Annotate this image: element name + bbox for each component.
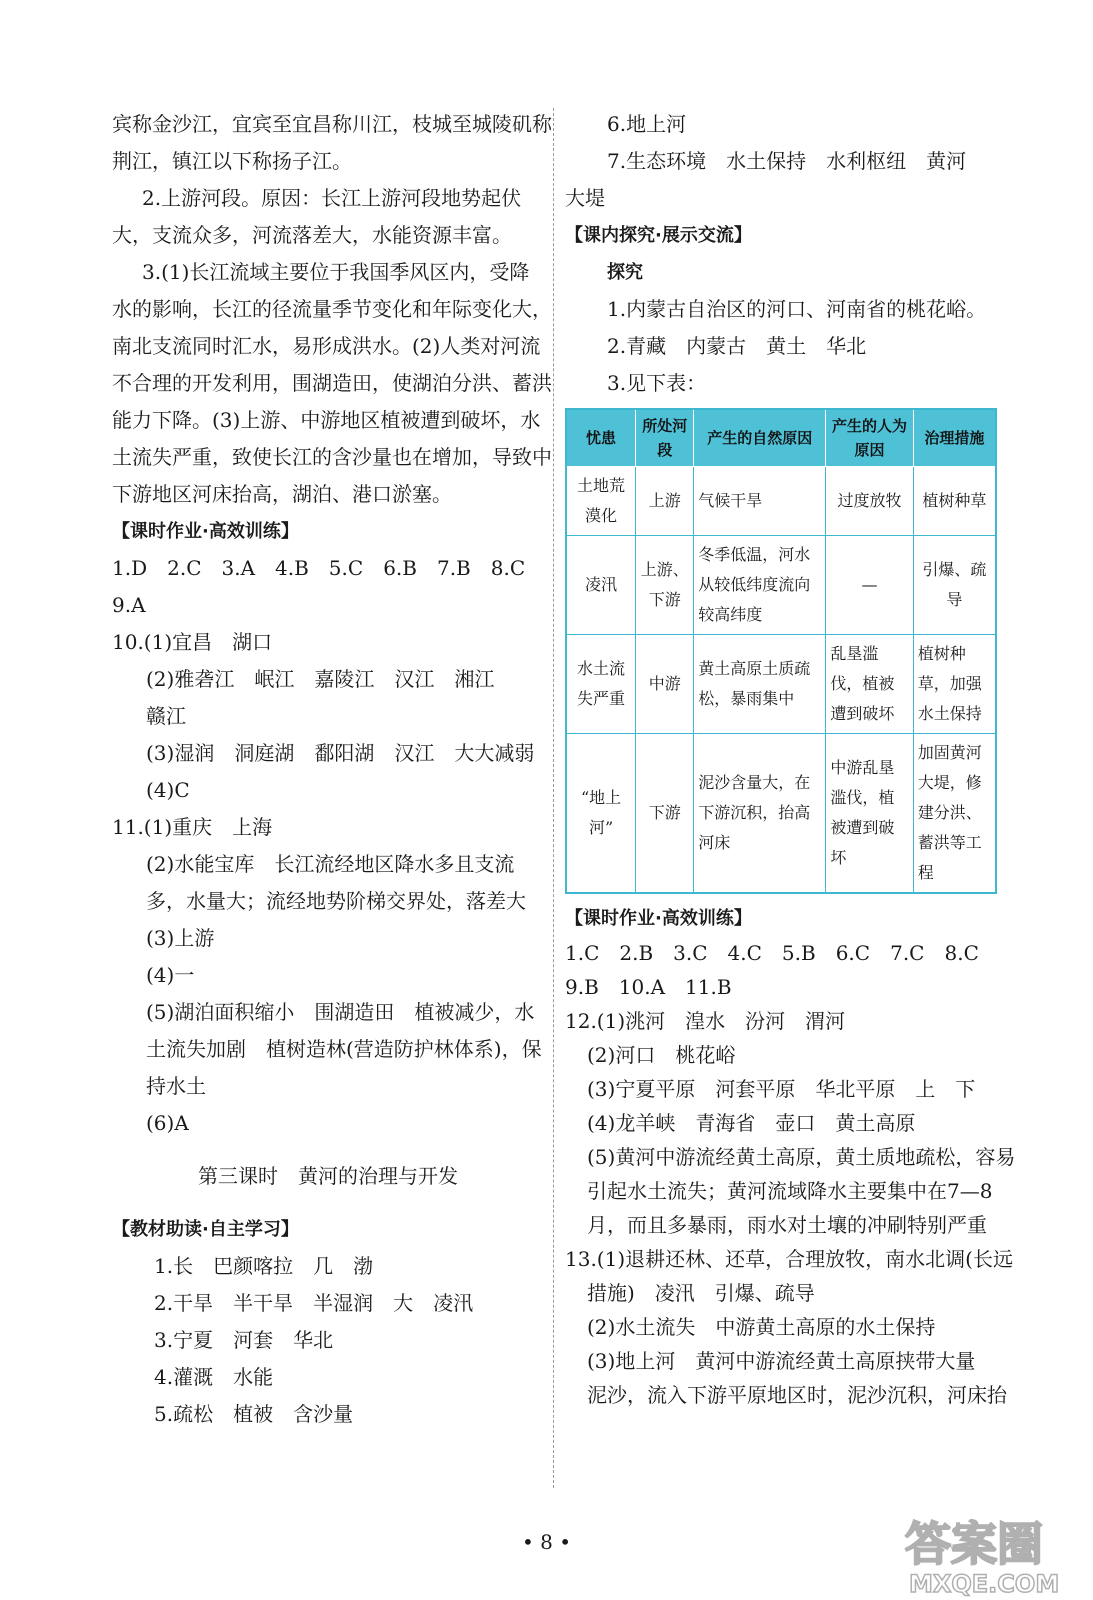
right_bottom-line: 措施) 凌汛 引爆、疏导: [587, 1281, 815, 1305]
right_top-line: 6.地上河: [607, 112, 687, 136]
right-bottom-text: [565, 902, 1016, 1412]
left-line: 赣江: [146, 704, 186, 728]
table-cell: 加固黄河大堤，修建分洪、蓄洪等工程: [913, 734, 996, 894]
left-line: 4.灌溉 水能: [154, 1365, 274, 1389]
table-cell: 气候干旱: [694, 467, 826, 536]
watermark-text: 答案圈: [905, 1517, 1043, 1571]
left-line: 南北支流同时汇水，易形成洪水。(2)人类对河流: [112, 334, 541, 358]
left-line: (4)一: [146, 963, 195, 987]
right_top-line: 2.青藏 内蒙古 黄土 华北: [607, 334, 867, 358]
left-line: 宾称金沙江，宜宾至宜昌称川江，枝城至城陵矶称: [112, 112, 552, 136]
table-header-cell: 产生的人为原因: [826, 409, 913, 467]
right_top-line: 3.见下表：: [607, 371, 707, 395]
left-line: (3)湿润 洞庭湖 鄱阳湖 汉江 大大减弱: [146, 741, 535, 765]
table-header-row: [566, 409, 996, 467]
right_bottom-line: (3)地上河 黄河中游流经黄土高原挟带大量: [587, 1349, 976, 1373]
table-header-cell: 忧患: [566, 409, 636, 467]
left-line: 能力下降。(3)上游、中游地区植被遭到破坏，水: [112, 408, 541, 432]
column-divider: [553, 108, 554, 1488]
right_bottom-line: (4)龙羊峡 青海省 壶口 黄土高原: [587, 1111, 916, 1135]
left-column: [112, 106, 552, 1433]
left-line: [112, 1195, 544, 1211]
left-line: 【教材助读·自主学习】: [112, 1219, 299, 1240]
table-cell: 植树种草: [913, 467, 996, 536]
right-column: [565, 106, 1016, 1412]
left-line: 第三课时 黄河的治理与开发: [198, 1164, 458, 1188]
right_top-line: 大堤: [565, 186, 605, 210]
left-line: 不合理的开发利用，围湖造田，使湖泊分洪、蓄洪: [112, 371, 552, 395]
right_bottom-line: 9.B 10.A 11.B: [565, 975, 732, 999]
left-line: 11.(1)重庆 上海: [112, 815, 273, 839]
table-cell: 水土流失严重: [566, 635, 636, 734]
left-line: (6)A: [146, 1111, 189, 1135]
right-top-text: [565, 106, 997, 402]
left-line: 下游地区河床抬高，湖泊、港口淤塞。: [112, 482, 452, 506]
table-header-cell: 所处河段: [636, 409, 694, 467]
right_bottom-line: (2)河口 桃花峪: [587, 1043, 736, 1067]
left-line: 2.上游河段。原因：长江上游河段地势起伏: [142, 186, 522, 210]
table-cell: 黄土高原土质疏松，暴雨集中: [694, 635, 826, 734]
left-line: 5.疏松 植被 含沙量: [154, 1402, 354, 1426]
left-line: 1.D 2.C 3.A 4.B 5.C 6.B 7.B 8.C: [112, 556, 526, 580]
table-row: [566, 467, 996, 536]
left-line: 【课时作业·高效训练】: [112, 521, 299, 542]
table-header-cell: 治理措施: [913, 409, 996, 467]
table-cell: “地上河”: [566, 734, 636, 894]
left-line: 水的影响，长江的径流量季节变化和年际变化大，: [112, 297, 552, 321]
right_bottom-line: 【课时作业·高效训练】: [565, 908, 752, 929]
left-line: 荆江，镇江以下称扬子江。: [112, 149, 352, 173]
right_bottom-line: 月，而且多暴雨，雨水对土壤的冲刷特别严重: [587, 1213, 987, 1237]
yellow-river-table: [565, 408, 997, 894]
left-line: 土流失严重，致使长江的含沙量也在增加，导致中: [112, 445, 552, 469]
table-cell: —: [826, 536, 913, 635]
table-cell: 上游、下游: [636, 536, 694, 635]
left-line: 土流失加剧 植树造林(营造防护林体系)，保: [146, 1037, 542, 1061]
watermark-logo: [895, 1510, 1085, 1598]
left-line: 3.宁夏 河套 华北: [154, 1328, 334, 1352]
table-cell: 泥沙含量大，在下游沉积，抬高河床: [694, 734, 826, 894]
left-line: 多，水量大；流经地势阶梯交界处，落差大: [146, 889, 526, 913]
left-line: (2)雅砻江 岷江 嘉陵江 汉江 湘江: [146, 667, 495, 691]
table-cell: 上游: [636, 467, 694, 536]
right_top-line: 1.内蒙古自治区的河口、河南省的桃花峪。: [607, 297, 987, 321]
right_top-line: 探究: [607, 262, 643, 283]
table-cell: 乱垦滥伐，植被遭到破坏: [826, 635, 913, 734]
table-cell: 下游: [636, 734, 694, 894]
table-row: [566, 635, 996, 734]
left-line: (2)水能宝库 长江流经地区降水多且支流: [146, 852, 515, 876]
left-line: [112, 1142, 544, 1158]
left-line: 9.A: [112, 593, 146, 617]
table-cell: 植树种草，加强水土保持: [913, 635, 996, 734]
table-header-cell: 产生的自然原因: [694, 409, 826, 467]
right_top-line: 【课内探究·展示交流】: [565, 225, 752, 246]
table-row: [566, 734, 996, 894]
right_bottom-line: 1.C 2.B 3.C 4.C 5.B 6.C 7.C 8.C: [565, 941, 979, 965]
watermark-domain: MXQE.COM: [909, 1570, 1060, 1598]
left-line: 大，支流众多，河流落差大，水能资源丰富。: [112, 223, 512, 247]
left-line: (4)C: [146, 778, 190, 802]
left-line: 持水土: [146, 1074, 206, 1098]
right_bottom-line: (5)黄河中游流经黄土高原，黄土质地疏松，容易: [587, 1145, 1016, 1169]
left-line: 10.(1)宜昌 湖口: [112, 630, 273, 654]
left-line: 1.长 巴颜喀拉 几 渤: [154, 1254, 374, 1278]
page-number: • 8 •: [521, 1530, 572, 1554]
table-cell: 中游: [636, 635, 694, 734]
table-cell: 土地荒漠化: [566, 467, 636, 536]
right_bottom-line: 引起水土流失；黄河流域降水主要集中在7—8: [587, 1179, 993, 1203]
table-cell: 中游乱垦滥伐，植被遭到破坏: [826, 734, 913, 894]
right_top-line: 7.生态环境 水土保持 水利枢纽 黄河: [607, 149, 967, 173]
table-cell: 引爆、疏导: [913, 536, 996, 635]
left-line: (5)湖泊面积缩小 围湖造田 植被减少，水: [146, 1000, 535, 1024]
left-line: (3)上游: [146, 926, 215, 950]
table-cell: 冬季低温，河水从较低纬度流向较高纬度: [694, 536, 826, 635]
right_bottom-line: 12.(1)洮河 湟水 汾河 渭河: [565, 1009, 846, 1033]
right_bottom-line: (3)宁夏平原 河套平原 华北平原 上 下: [587, 1077, 976, 1101]
right_bottom-line: 13.(1)退耕还林、还草，合理放牧，南水北调(长远: [565, 1247, 1013, 1271]
table-cell: 凌汛: [566, 536, 636, 635]
left-line: 3.(1)长江流域主要位于我国季风区内，受降: [142, 260, 530, 284]
table-cell: 过度放牧: [826, 467, 913, 536]
right_bottom-line: (2)水土流失 中游黄土高原的水土保持: [587, 1315, 936, 1339]
table-row: [566, 536, 996, 635]
left-line: 2.干旱 半干旱 半湿润 大 凌汛: [154, 1291, 474, 1315]
right_bottom-line: 泥沙，流入下游平原地区时，泥沙沉积，河床抬: [587, 1383, 1007, 1407]
